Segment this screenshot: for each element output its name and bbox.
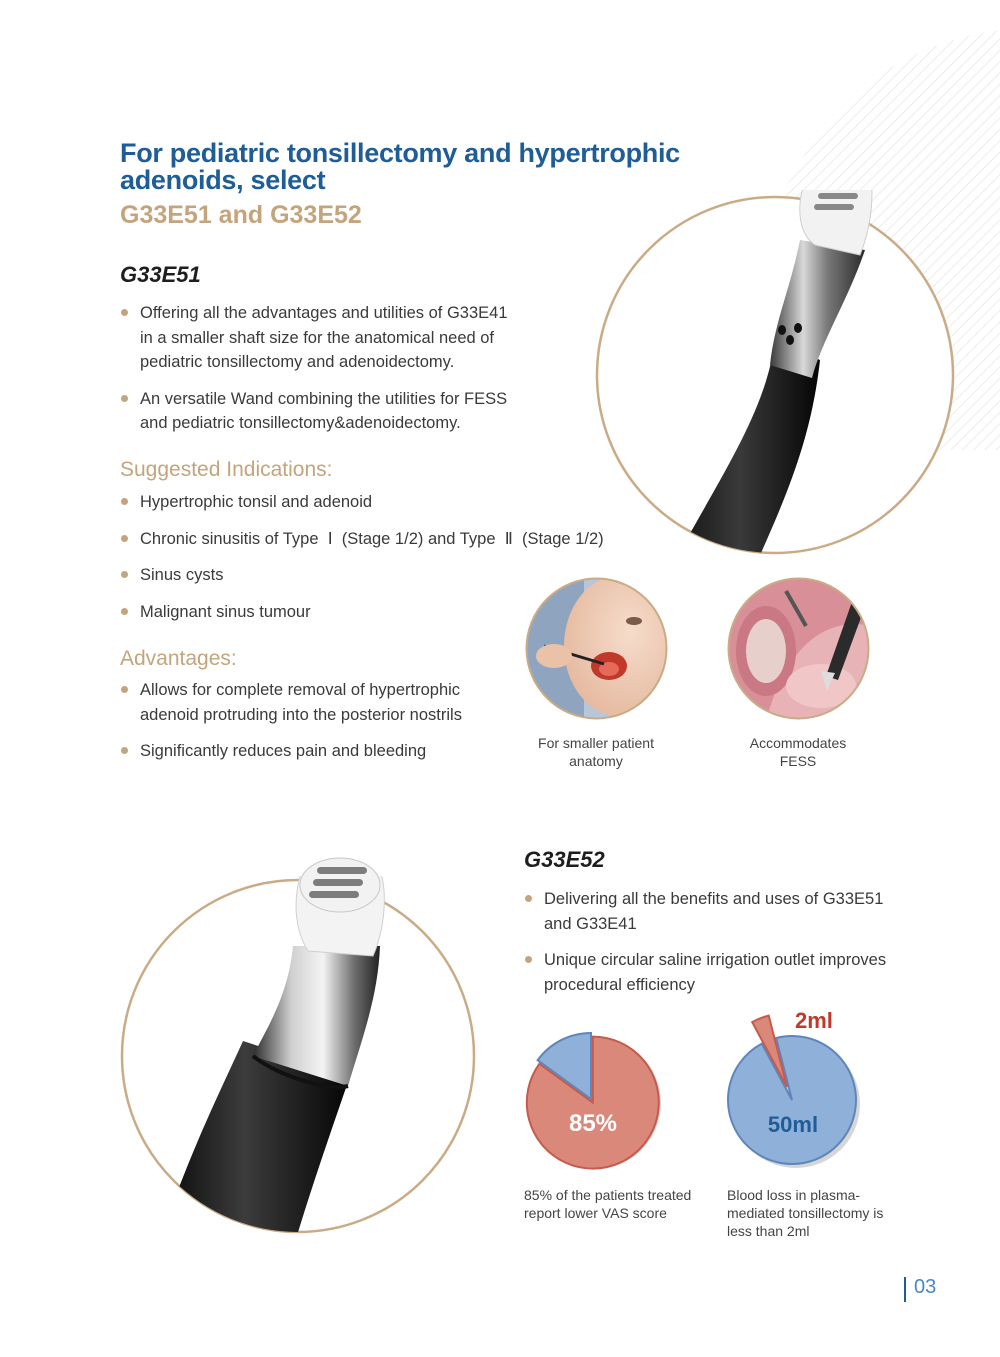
page-subtitle: G33E51 and G33E52 — [120, 201, 362, 229]
list-item: Delivering all the benefits and uses of G33E51 and G33E41 — [524, 887, 914, 936]
g33e51-bullets — [120, 301, 520, 436]
photo-caption-smaller-anatomy: For smaller patient anatomy — [538, 735, 654, 769]
list-item: Malignant sinus tumour — [120, 600, 640, 625]
title-line-1: For pediatric tonsillectomy and hypertrophic — [120, 138, 680, 168]
indications-heading: Suggested Indications: — [120, 458, 333, 481]
list-item: Sinus cysts — [120, 563, 640, 588]
pie-slice — [728, 1036, 856, 1164]
pie-chart-blood-loss — [715, 1005, 875, 1175]
pie-label-85: 85% — [568, 1110, 618, 1137]
child-patient-photo — [524, 576, 669, 721]
pie-chart-vas-svg — [515, 1015, 675, 1175]
pie-label-2ml: 2ml — [795, 1008, 833, 1033]
wand-tip-electrode — [295, 855, 385, 935]
wand-tip-image-g33e51 — [590, 190, 960, 560]
list-item: Chronic sinusitis of Type Ⅰ (Stage 1/2) and Type Ⅱ (Stage 1/2) — [120, 527, 640, 552]
list-item: Allows for complete removal of hypertrophic adenoid protruding into the posterior nostrils — [120, 678, 490, 727]
pie-chart-vas — [515, 1015, 675, 1175]
page-number-divider — [904, 1277, 906, 1302]
list-item: Hypertrophic tonsil and adenoid — [120, 490, 640, 515]
model-heading-g33e52: G33E52 — [524, 847, 605, 872]
chart-caption-vas: 85% of the patients treated report lower VAS score — [524, 1187, 692, 1221]
page-number: 03 — [914, 1276, 937, 1298]
advantages-heading: Advantages: — [120, 647, 237, 670]
list-item: Offering all the advantages and utilities of G33E41 in a smaller shaft size for the anatomical need of pediatric tonsillectomy and adenoidectomy. — [120, 301, 520, 375]
g33e52-bullets — [524, 887, 914, 997]
page-title — [120, 140, 680, 194]
photo-caption-fess: Accommodates FESS — [749, 735, 847, 769]
list-item: Significantly reduces pain and bleeding — [120, 739, 490, 764]
list-item: Unique circular saline irrigation outlet improves procedural efficiency — [524, 948, 914, 997]
advantages-list — [120, 678, 490, 764]
title-line-2: adenoids, select — [120, 165, 326, 195]
chart-caption-blood-loss: Blood loss in plasma-mediated tonsillectomy is less than 2ml — [727, 1187, 884, 1239]
list-item: An versatile Wand combining the utilities for FESS and pediatric tonsillectomy&adenoidectomy. — [120, 387, 520, 436]
pie-label-50ml: 50ml — [767, 1112, 819, 1137]
model-heading-g33e51: G33E51 — [120, 262, 201, 287]
fess-anatomy-illustration — [726, 576, 871, 721]
